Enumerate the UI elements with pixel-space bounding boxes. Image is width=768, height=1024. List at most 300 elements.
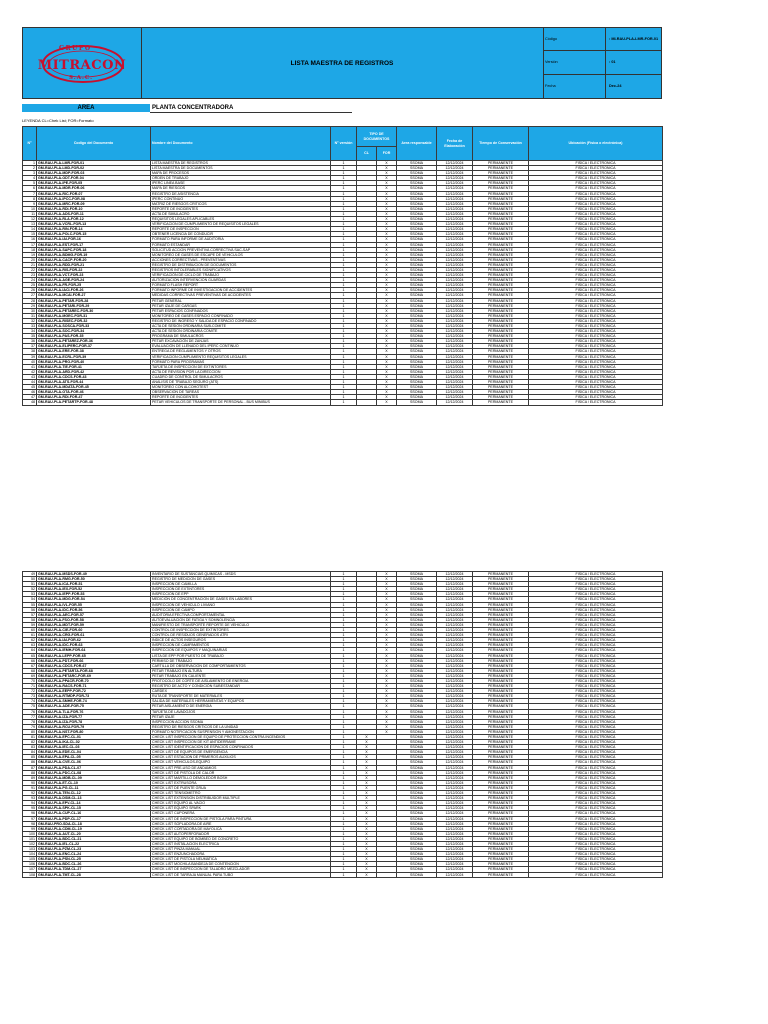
row-ubicacion: FISICA / ELECTRONICA xyxy=(529,349,663,354)
row-fecha: 12/12/2024 xyxy=(437,252,473,257)
row-conservacion: PERMANENTE xyxy=(473,369,529,374)
row-version: 1 xyxy=(331,648,357,653)
row-number: 24 xyxy=(23,278,37,283)
row-version: 1 xyxy=(331,181,357,186)
row-number: 28 xyxy=(23,298,37,303)
row-fecha: 12/12/2024 xyxy=(437,298,473,303)
row-cl: X xyxy=(357,745,377,750)
row-name: MATRIZ DE RIESGOS CRITICOS xyxy=(151,201,331,206)
row-code: GM-RAU-PLA-RDI-FOR-47 xyxy=(37,395,151,400)
row-name: FORMATO ESTANDAR xyxy=(151,242,331,247)
row-code: GM-RAU-PLA-IAI-FOR-62 xyxy=(37,638,151,643)
row-code: GM-RAU-PLA-SPK-CL-15 xyxy=(37,806,151,811)
row-fecha: 12/12/2024 xyxy=(437,607,473,612)
row-area: SSOMA xyxy=(397,791,437,796)
row-code: GM-RAU-PLA-MDR-FOR-06 xyxy=(37,186,151,191)
row-version: 1 xyxy=(331,796,357,801)
row-fecha: 12/12/2024 xyxy=(437,826,473,831)
row-code: GM-RAU-PLA-ECRL-FOR-39 xyxy=(37,354,151,359)
row-ubicacion: FISICA / ELECTRONICA xyxy=(529,841,663,846)
row-number: 44 xyxy=(23,380,37,385)
row-number: 68 xyxy=(23,668,37,673)
row-area: SSOMA xyxy=(397,283,437,288)
row-number: 7 xyxy=(23,191,37,196)
row-fecha: 12/12/2024 xyxy=(437,206,473,211)
row-fecha: 12/12/2024 xyxy=(437,673,473,678)
row-fecha: 12/12/2024 xyxy=(437,628,473,633)
row-area: SSOMA xyxy=(397,176,437,181)
row-ubicacion: FISICA / ELECTRONICA xyxy=(529,572,663,577)
row-for: X xyxy=(377,303,397,308)
row-code: GM-RAU-PLA-MDP-FOR-03 xyxy=(37,171,151,176)
row-version: 1 xyxy=(331,587,357,592)
row-area: SSOMA xyxy=(397,400,437,405)
row-name: CHECK LIST ENZUNCHADORA xyxy=(151,852,331,857)
row-number: 31 xyxy=(23,313,37,318)
row-version: 1 xyxy=(331,841,357,846)
row-version: 1 xyxy=(331,704,357,709)
row-conservacion: PERMANENTE xyxy=(473,811,529,816)
row-fecha: 12/12/2024 xyxy=(437,658,473,663)
row-conservacion: PERMANENTE xyxy=(473,847,529,852)
row-area: SSOMA xyxy=(397,374,437,379)
row-code: GM-RAU-PLA-NST-FOR-80 xyxy=(37,729,151,734)
row-fecha: 12/12/2024 xyxy=(437,857,473,862)
row-number: 91 xyxy=(23,785,37,790)
row-area: SSOMA xyxy=(397,765,437,770)
row-ubicacion: FISICA / ELECTRONICA xyxy=(529,191,663,196)
row-name: PROGRAMA DE SIMULACROS xyxy=(151,334,331,339)
row-name: ORDEN DE TRABAJO xyxy=(151,176,331,181)
row-fecha: 12/12/2024 xyxy=(437,704,473,709)
row-conservacion: PERMANENTE xyxy=(473,633,529,638)
row-for: X xyxy=(377,211,397,216)
row-name: PETAR IZAJE xyxy=(151,714,331,719)
row-fecha: 12/12/2024 xyxy=(437,780,473,785)
row-fecha: 12/12/2024 xyxy=(437,217,473,222)
row-number: 1 xyxy=(23,161,37,166)
row-name: MONITOREO CON ALCOHOTEST xyxy=(151,385,331,390)
row-area: SSOMA xyxy=(397,369,437,374)
row-ubicacion: FISICA / ELECTRONICA xyxy=(529,390,663,395)
row-number: 60 xyxy=(23,628,37,633)
row-name: TARJETA DE INSPECCION DE EXTINTORES xyxy=(151,364,331,369)
row-name: MEDICIÓN DE CONCENTRACIÓN DE GASES EN LABORES xyxy=(151,597,331,602)
row-conservacion: PERMANENTE xyxy=(473,643,529,648)
row-version: 1 xyxy=(331,196,357,201)
row-version: 1 xyxy=(331,643,357,648)
row-code: GM-RAU-PLA-EEPP-FOR-72 xyxy=(37,689,151,694)
row-conservacion: PERMANENTE xyxy=(473,252,529,257)
col-tipo: TIPO DE DOCUMENTOS xyxy=(357,127,397,147)
row-fecha: 12/12/2024 xyxy=(437,638,473,643)
row-code: GM-RAU-PLA-PETAREZ-FOR-36 xyxy=(37,339,151,344)
row-area: SSOMA xyxy=(397,648,437,653)
row-conservacion: PERMANENTE xyxy=(473,831,529,836)
row-area: SSOMA xyxy=(397,364,437,369)
row-conservacion: PERMANENTE xyxy=(473,582,529,587)
row-code: GM-RAU-PLA-ICA-FOR-51 xyxy=(37,582,151,587)
row-conservacion: PERMANENTE xyxy=(473,592,529,597)
row-version: 1 xyxy=(331,592,357,597)
row-conservacion: PERMANENTE xyxy=(473,201,529,206)
row-code: GM-RAU-PLA-IEX-FOR-52 xyxy=(37,587,151,592)
row-number: 11 xyxy=(23,211,37,216)
row-conservacion: PERMANENTE xyxy=(473,364,529,369)
row-version: 1 xyxy=(331,684,357,689)
row-area: SSOMA xyxy=(397,796,437,801)
company-logo xyxy=(23,28,142,98)
row-fecha: 12/12/2024 xyxy=(437,364,473,369)
row-conservacion: PERMANENTE xyxy=(473,872,529,877)
row-code: GM-RAU-PLA-PAS-FOR-35 xyxy=(37,334,151,339)
row-for: X xyxy=(377,364,397,369)
row-number: 85 xyxy=(23,755,37,760)
legend: LEYENDA CL=Chek List; FOR=Formato xyxy=(22,118,94,123)
row-for: X xyxy=(377,288,397,293)
row-code: GM-RAU-PLA-IAI-FOR-16 xyxy=(37,237,151,242)
row-conservacion: PERMANENTE xyxy=(473,699,529,704)
row-conservacion: PERMANENTE xyxy=(473,293,529,298)
row-version: 1 xyxy=(331,582,357,587)
row-conservacion: PERMANENTE xyxy=(473,344,529,349)
row-area: SSOMA xyxy=(397,622,437,627)
row-version: 1 xyxy=(331,283,357,288)
row-conservacion: PERMANENTE xyxy=(473,171,529,176)
row-number: 79 xyxy=(23,724,37,729)
row-ubicacion: FISICA / ELECTRONICA xyxy=(529,729,663,734)
row-version: 1 xyxy=(331,791,357,796)
row-number: 76 xyxy=(23,709,37,714)
row-version: 1 xyxy=(331,380,357,385)
row-ubicacion: FISICA / ELECTRONICA xyxy=(529,714,663,719)
row-for: X xyxy=(377,278,397,283)
row-name: CONTROL DE INSPECCIÓN DE EXTINTORES xyxy=(151,628,331,633)
row-fecha: 12/12/2024 xyxy=(437,395,473,400)
row-area: SSOMA xyxy=(397,857,437,862)
row-name: OBSERVACION DE TAREAS xyxy=(151,390,331,395)
row-area: SSOMA xyxy=(397,709,437,714)
row-fecha: 12/12/2024 xyxy=(437,735,473,740)
row-name: CHECK LIST CUPONERA xyxy=(151,811,331,816)
row-ubicacion: FISICA / ELECTRONICA xyxy=(529,354,663,359)
row-ubicacion: FISICA / ELECTRONICA xyxy=(529,364,663,369)
row-number: 34 xyxy=(23,329,37,334)
row-code: GM-RAU-PLA-CACP-FOR-20 xyxy=(37,257,151,262)
row-name: ENTREGA DE REGLAMENTOS Y OTROS xyxy=(151,349,331,354)
row-version: 1 xyxy=(331,628,357,633)
row-fecha: 12/12/2024 xyxy=(437,262,473,267)
row-code: GM-RAU-PLA-RDD-FOR-21 xyxy=(37,262,151,267)
row-version: 1 xyxy=(331,811,357,816)
row-name: CHECK LIST IDENTIFICACION DE ESPACIOS CONFINADOS xyxy=(151,745,331,750)
row-fecha: 12/12/2024 xyxy=(437,369,473,374)
row-ubicacion: FISICA / ELECTRONICA xyxy=(529,577,663,582)
row-name: CHECK LIST EQUIPO DE BOMBEO DE CONCRETO xyxy=(151,836,331,841)
row-code: GM-RAU-PLA-PETARC-FOR-69 xyxy=(37,673,151,678)
row-code: GM-RAU-PLA-CDM-CL-19 xyxy=(37,826,151,831)
row-number: 103 xyxy=(23,847,37,852)
row-conservacion: PERMANENTE xyxy=(473,186,529,191)
row-fecha: 12/12/2024 xyxy=(437,572,473,577)
row-name: REGISTRO DE RIESGOS CRITICOS DE LA UNIDAD xyxy=(151,724,331,729)
row-for xyxy=(377,872,397,877)
row-conservacion: PERMANENTE xyxy=(473,390,529,395)
row-area: SSOMA xyxy=(397,267,437,272)
row-fecha: 12/12/2024 xyxy=(437,161,473,166)
row-for: X xyxy=(377,354,397,359)
row-code: GM-RAU-PLA-LMR-FOR-01 xyxy=(37,161,151,166)
row-conservacion: PERMANENTE xyxy=(473,237,529,242)
row-code: GM-RAU-PLA-IZA-FOR-78 xyxy=(37,719,151,724)
row-name: FORMATO NOTIFICACION SUSPENSION Y AMONESTACION xyxy=(151,729,331,734)
row-area: SSOMA xyxy=(397,181,437,186)
row-area: SSOMA xyxy=(397,806,437,811)
row-name: CARDEX xyxy=(151,689,331,694)
row-fecha: 12/12/2024 xyxy=(437,313,473,318)
row-for: X xyxy=(377,369,397,374)
row-cl: X xyxy=(357,791,377,796)
row-code: GM-RAU-PLA-SAPC-FOR-18 xyxy=(37,247,151,252)
row-conservacion: PERMANENTE xyxy=(473,206,529,211)
row-number: 59 xyxy=(23,622,37,627)
row-code: GM-RAU-PLA-IDC-FOR-56 xyxy=(37,607,151,612)
row-name: AUTORIZACION INTERVENCION GUARDAS xyxy=(151,278,331,283)
row-area: SSOMA xyxy=(397,811,437,816)
row-ubicacion: FISICA / ELECTRONICA xyxy=(529,369,663,374)
row-area: SSOMA xyxy=(397,668,437,673)
row-code: GM-RAU-PLA-PDA-CL-07 xyxy=(37,765,151,770)
row-number: 64 xyxy=(23,648,37,653)
row-ubicacion: FISICA / ELECTRONICA xyxy=(529,181,663,186)
row-area: SSOMA xyxy=(397,847,437,852)
row-version: 1 xyxy=(331,572,357,577)
row-for: X xyxy=(377,171,397,176)
row-number: 104 xyxy=(23,852,37,857)
row-number: 73 xyxy=(23,694,37,699)
row-for: X xyxy=(377,633,397,638)
row-conservacion: PERMANENTE xyxy=(473,587,529,592)
records-body-1 xyxy=(23,161,663,406)
row-code: GM-RAU-PLA-SOC-FOR-34 xyxy=(37,329,151,334)
row-name: CHECK LIST DE PISTOLA DE CALOR xyxy=(151,770,331,775)
row-version: 1 xyxy=(331,714,357,719)
row-version: 1 xyxy=(331,663,357,668)
row-conservacion: PERMANENTE xyxy=(473,760,529,765)
row-cl: X xyxy=(357,760,377,765)
row-code: GM-RAU-PLA-CUP-CL-16 xyxy=(37,811,151,816)
row-ubicacion: FISICA / ELECTRONICA xyxy=(529,602,663,607)
row-name: PETAR VEHICULOS DE TRANSPORTE DE PERSONAL - BUS MINIBUS xyxy=(151,400,331,405)
row-number: 75 xyxy=(23,704,37,709)
row-code: GM-RAU-PLA-ERE-FOR-38 xyxy=(37,349,151,354)
row-fecha: 12/12/2024 xyxy=(437,349,473,354)
row-fecha: 12/12/2024 xyxy=(437,760,473,765)
row-conservacion: PERMANENTE xyxy=(473,648,529,653)
row-area: SSOMA xyxy=(397,222,437,227)
row-conservacion: PERMANENTE xyxy=(473,750,529,755)
row-fecha: 12/12/2024 xyxy=(437,171,473,176)
row-fecha: 12/12/2024 xyxy=(437,750,473,755)
row-area: SSOMA xyxy=(397,211,437,216)
row-conservacion: PERMANENTE xyxy=(473,349,529,354)
row-area: SSOMA xyxy=(397,324,437,329)
row-for: X xyxy=(377,318,397,323)
row-area: SSOMA xyxy=(397,582,437,587)
row-ubicacion: FISICA / ELECTRONICA xyxy=(529,622,663,627)
row-for: X xyxy=(377,186,397,191)
row-area: SSOMA xyxy=(397,257,437,262)
row-conservacion: PERMANENTE xyxy=(473,801,529,806)
row-number: 58 xyxy=(23,617,37,622)
row-ubicacion: FISICA / ELECTRONICA xyxy=(529,785,663,790)
row-code: GM-RAU-PLA-MDB-CL-09 xyxy=(37,775,151,780)
row-version: 1 xyxy=(331,821,357,826)
row-version: 1 xyxy=(331,852,357,857)
row-number: 98 xyxy=(23,821,37,826)
row-area: SSOMA xyxy=(397,643,437,648)
row-cl: X xyxy=(357,811,377,816)
row-fecha: 12/12/2024 xyxy=(437,232,473,237)
row-fecha: 12/12/2024 xyxy=(437,852,473,857)
row-code: GM-RAU-PLA-EPC-CL-01 xyxy=(37,735,151,740)
row-conservacion: PERMANENTE xyxy=(473,329,529,334)
row-name: FORMATO INFORME DE INVESTIGACION DE ACCIDENTES xyxy=(151,288,331,293)
document-header xyxy=(22,27,662,99)
row-area: SSOMA xyxy=(397,344,437,349)
row-number: 5 xyxy=(23,181,37,186)
row-name: CHECK LIST DE INSPECCION DE TALADRO MEZCLADOR xyxy=(151,867,331,872)
row-cl: X xyxy=(357,750,377,755)
row-for: X xyxy=(377,344,397,349)
row-name: ANALISIS DE TRABAJO SEGURO (ATS) xyxy=(151,380,331,385)
row-version: 1 xyxy=(331,334,357,339)
row-code: GM-RAU-PLA-TIE-FOR-41 xyxy=(37,364,151,369)
row-ubicacion: FISICA / ELECTRONICA xyxy=(529,308,663,313)
row-version: 1 xyxy=(331,633,357,638)
row-number: 57 xyxy=(23,612,37,617)
row-ubicacion: FISICA / ELECTRONICA xyxy=(529,324,663,329)
row-area: SSOMA xyxy=(397,760,437,765)
row-area: SSOMA xyxy=(397,775,437,780)
row-number: 95 xyxy=(23,806,37,811)
row-for: X xyxy=(377,247,397,252)
row-area: SSOMA xyxy=(397,826,437,831)
row-number: 52 xyxy=(23,587,37,592)
row-cl: X xyxy=(357,847,377,852)
row-number: 13 xyxy=(23,222,37,227)
row-area: SSOMA xyxy=(397,628,437,633)
row-ubicacion: FISICA / ELECTRONICA xyxy=(529,852,663,857)
row-code: GM-RAU-PLA-MGEC-FOR-31 xyxy=(37,313,151,318)
row-fecha: 12/12/2024 xyxy=(437,862,473,867)
row-code: GM-RAU-PLA-CDCS-FOR-67 xyxy=(37,663,151,668)
row-area: SSOMA xyxy=(397,602,437,607)
row-ubicacion: FISICA / ELECTRONICA xyxy=(529,658,663,663)
row-area: SSOMA xyxy=(397,273,437,278)
row-fecha: 12/12/2024 xyxy=(437,318,473,323)
row-area: SSOMA xyxy=(397,262,437,267)
row-name: EVALUACIÓN DE LLENADO DEL IPERC CONTINUO xyxy=(151,344,331,349)
row-number: 80 xyxy=(23,729,37,734)
row-for: X xyxy=(377,380,397,385)
row-for: X xyxy=(377,339,397,344)
row-name: REGISTRO DE ASISTENCIA xyxy=(151,191,331,196)
row-conservacion: PERMANENTE xyxy=(473,262,529,267)
row-version: 1 xyxy=(331,673,357,678)
row-conservacion: PERMANENTE xyxy=(473,628,529,633)
row-area: SSOMA xyxy=(397,303,437,308)
row-number: 97 xyxy=(23,816,37,821)
row-version: 1 xyxy=(331,745,357,750)
row-name: MONITOREO DE GASES DE ESCAPE DE VEHICULOS xyxy=(151,252,331,257)
records-table-2 xyxy=(22,571,663,878)
area-row xyxy=(22,104,662,112)
row-fecha: 12/12/2024 xyxy=(437,181,473,186)
row-ubicacion: FISICA / ELECTRONICA xyxy=(529,395,663,400)
col-n: N° xyxy=(23,127,37,161)
row-fecha: 12/12/2024 xyxy=(437,821,473,826)
row-code: GM-RAU-PLA-RLA-FOR-12 xyxy=(37,217,151,222)
row-number: 41 xyxy=(23,364,37,369)
row-fecha: 12/12/2024 xyxy=(437,577,473,582)
row-for: X xyxy=(377,648,397,653)
row-ubicacion: FISICA / ELECTRONICA xyxy=(529,684,663,689)
row-version: 1 xyxy=(331,668,357,673)
row-area: SSOMA xyxy=(397,278,437,283)
row-code: GM-RAU-PLA-RTMDP-FOR-73 xyxy=(37,694,151,699)
row-version: 1 xyxy=(331,780,357,785)
row-name: FORMATO PARA INFORME DE AUDITORIA xyxy=(151,237,331,242)
row-version: 1 xyxy=(331,222,357,227)
row-version: 1 xyxy=(331,400,357,405)
row-fecha: 12/12/2024 xyxy=(437,597,473,602)
row-fecha: 12/12/2024 xyxy=(437,740,473,745)
row-name: FORMATO FLASH REPORT xyxy=(151,283,331,288)
row-conservacion: PERMANENTE xyxy=(473,374,529,379)
row-conservacion: PERMANENTE xyxy=(473,663,529,668)
row-name: INSPECCION DE CAMPO xyxy=(151,607,331,612)
row-number: 38 xyxy=(23,349,37,354)
row-for: X xyxy=(377,617,397,622)
row-version: 1 xyxy=(331,831,357,836)
row-version: 1 xyxy=(331,339,357,344)
row-ubicacion: FISICA / ELECTRONICA xyxy=(529,678,663,683)
row-version: 1 xyxy=(331,171,357,176)
row-conservacion: PERMANENTE xyxy=(473,617,529,622)
row-version: 1 xyxy=(331,612,357,617)
row-for: X xyxy=(377,582,397,587)
row-ubicacion: FISICA / ELECTRONICA xyxy=(529,334,663,339)
version-value: : 01 xyxy=(609,60,616,65)
row-number: 9 xyxy=(23,201,37,206)
row-code: GM-RAU-PLA-LEPP-FOR-65 xyxy=(37,653,151,658)
row-ubicacion: FISICA / ELECTRONICA xyxy=(529,643,663,648)
row-for: X xyxy=(377,729,397,734)
row-code: GM-RAU-PLA-IDC-FOR-63 xyxy=(37,643,151,648)
row-for: X xyxy=(377,298,397,303)
row-code: GM-RAU-PLA-MSDS-FOR-49 xyxy=(37,572,151,577)
row-version: 1 xyxy=(331,237,357,242)
row-for: X xyxy=(377,267,397,272)
row-version: 1 xyxy=(331,191,357,196)
row-area: SSOMA xyxy=(397,252,437,257)
row-version: 1 xyxy=(331,364,357,369)
row-conservacion: PERMANENTE xyxy=(473,257,529,262)
row-ubicacion: FISICA / ELECTRONICA xyxy=(529,201,663,206)
row-name: MANIFIESTO DE TRANSPORTE REPORTE DE VEHICULO xyxy=(151,622,331,627)
row-fecha: 12/12/2024 xyxy=(437,709,473,714)
